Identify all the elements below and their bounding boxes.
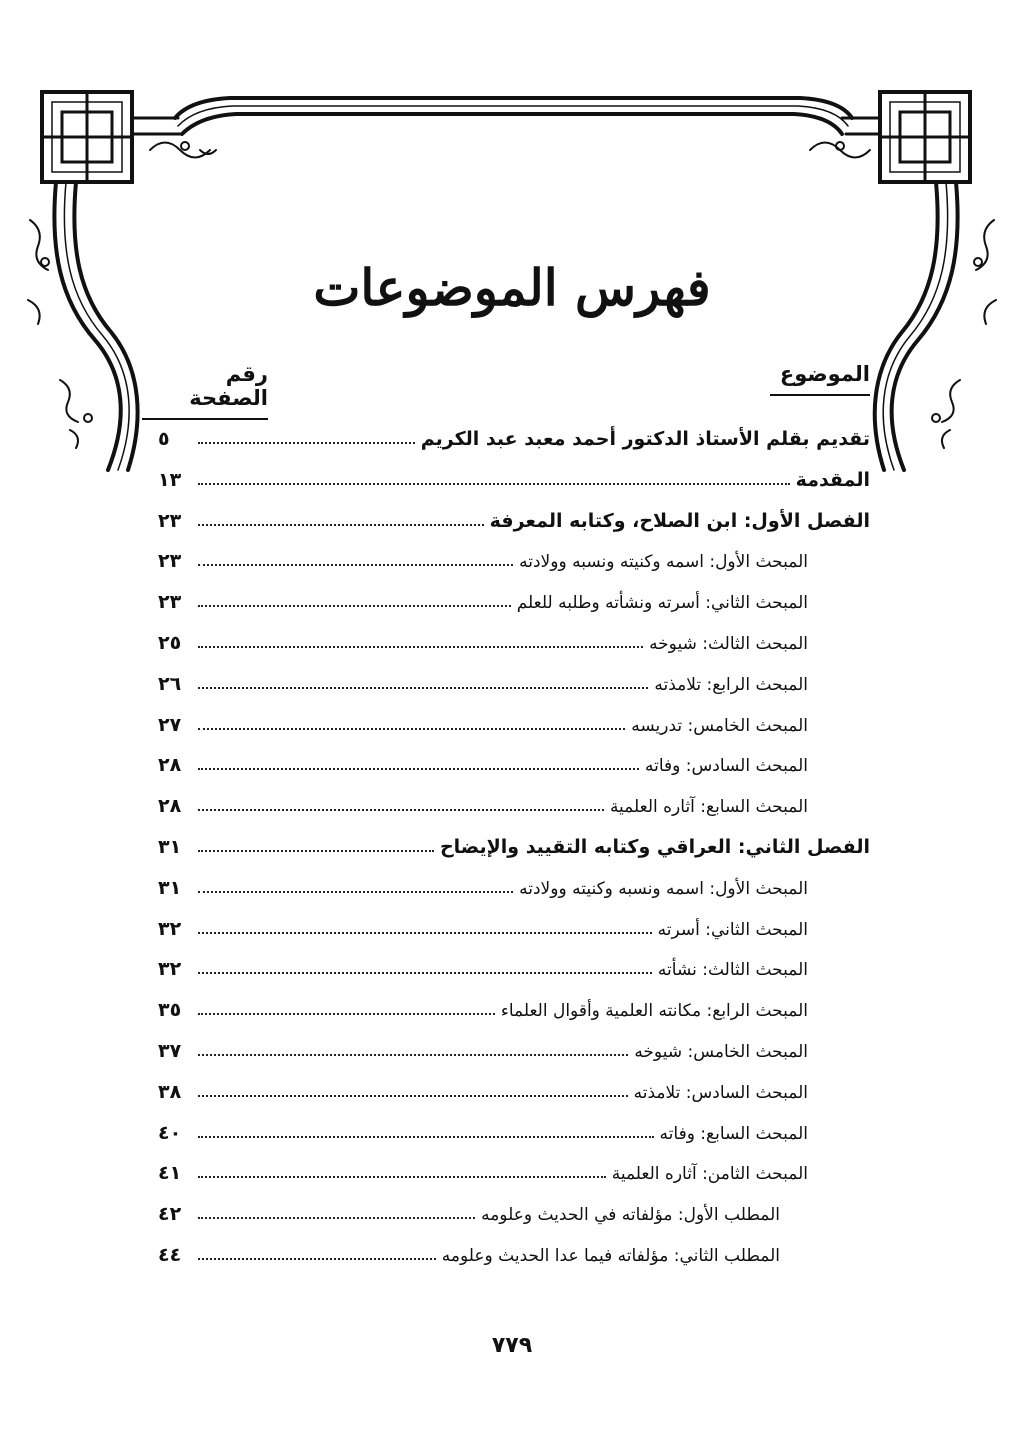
page-number-footer: ٧٧٩ xyxy=(491,1333,533,1358)
toc-leader-dots xyxy=(198,604,511,607)
toc-entry-page: ٣٢ xyxy=(158,958,182,981)
toc-entry-page: ٣١ xyxy=(158,836,182,858)
toc-entry-page: ٢٣ xyxy=(158,591,182,614)
toc-entry-page: ٢٥ xyxy=(158,632,182,654)
toc-section-row xyxy=(158,787,808,817)
toc-entry-title: الفصل الأول: ابن الصلاح، وكتابه المعرفة xyxy=(489,509,870,532)
toc-subsection-row xyxy=(158,1236,780,1266)
toc-section-row xyxy=(158,1032,808,1062)
toc-entry-title: المبحث الأول: اسمه ونسبه وكنيته وولادته xyxy=(519,878,808,899)
toc-entry-title: المبحث الثالث: نشأته xyxy=(657,960,808,981)
column-header-page-number: رقم الصفحة xyxy=(142,362,268,420)
toc-leader-dots xyxy=(198,1257,436,1260)
toc-chapter-row xyxy=(158,502,870,532)
toc-leader-dots xyxy=(198,1053,628,1056)
toc-leader-dots xyxy=(198,849,434,852)
toc-entry-title: المبحث السابع: وفاته xyxy=(659,1123,808,1144)
toc-section-row xyxy=(158,1073,808,1103)
toc-leader-dots xyxy=(198,563,513,566)
toc-entry-page: ٢٣ xyxy=(158,550,182,573)
toc-entry-title: المقدمة xyxy=(795,468,870,491)
toc-section-row xyxy=(158,665,808,695)
toc-leader-dots xyxy=(198,767,639,770)
column-header-subject: الموضوع xyxy=(770,362,870,396)
toc-leader-dots xyxy=(198,645,643,648)
toc-entry-title: المبحث الرابع: مكانته العلمية وأقوال العلماء xyxy=(500,1001,808,1022)
toc-entry-page: ٢٨ xyxy=(158,795,182,818)
toc-entry-page: ٢٣ xyxy=(158,509,182,532)
toc-entry-page: ٣٥ xyxy=(158,999,182,1022)
toc-entry-title: المبحث الخامس: شيوخه xyxy=(634,1042,808,1062)
toc-entry-page: ٣٢ xyxy=(158,917,182,940)
toc-entry-title: المبحث الخامس: تدريسه xyxy=(631,715,808,736)
toc-section-row xyxy=(158,991,808,1021)
toc-entry-page: ٤٠ xyxy=(158,1121,182,1144)
toc-chapter-row xyxy=(158,461,870,491)
toc-entry-title: المبحث السادس: وفاته xyxy=(645,756,808,777)
toc-entry-page: ٣١ xyxy=(158,876,182,899)
toc-entry-title: المبحث السادس: تلامذته xyxy=(633,1082,808,1103)
toc-leader-dots xyxy=(198,523,484,526)
toc-entry-title: المبحث الثامن: آثاره العلمية xyxy=(611,1164,808,1185)
toc-section-row xyxy=(158,583,808,613)
toc-entry-page: ٤٢ xyxy=(158,1203,182,1226)
toc-leader-dots xyxy=(198,441,415,444)
toc-section-row xyxy=(158,910,808,940)
page-title: فهرس الموضوعات xyxy=(313,258,711,317)
toc-chapter-row xyxy=(158,828,870,858)
toc-leader-dots xyxy=(198,686,648,689)
toc-leader-dots xyxy=(198,1216,475,1219)
toc-entry-title: المبحث الأول: اسمه وكنيته ونسبه وولادته xyxy=(519,552,808,573)
toc-entry-title: الفصل الثاني: العراقي وكتابه التقييد والإيضاح xyxy=(439,836,870,858)
toc-leader-dots xyxy=(198,1094,628,1097)
toc-entry-title: المبحث الثاني: أسرته ونشأته وطلبه للعلم xyxy=(516,593,808,614)
toc-leader-dots xyxy=(198,931,652,934)
toc-leader-dots xyxy=(198,1012,495,1015)
toc-entry-title: المطلب الثاني: مؤلفاته فيما عدا الحديث وعلومه xyxy=(441,1246,780,1266)
toc-entry-title: المبحث الرابع: تلامذته xyxy=(654,674,808,695)
toc-leader-dots xyxy=(198,482,790,485)
toc-entry-page: ٢٧ xyxy=(158,713,182,736)
toc-section-row xyxy=(158,706,808,736)
toc-entry-page: ١٣ xyxy=(158,468,182,491)
toc-section-row xyxy=(158,869,808,899)
toc-section-row xyxy=(158,1114,808,1144)
toc-subsection-row xyxy=(158,1195,780,1225)
toc-entry-page: ٥ xyxy=(158,428,170,450)
toc-leader-dots xyxy=(198,890,513,893)
toc-entry-title: تقديم بقلم الأستاذ الدكتور أحمد معبد عبد الكريم xyxy=(420,428,870,450)
toc-section-row xyxy=(158,542,808,572)
toc-entry-page: ٣٨ xyxy=(158,1080,182,1103)
toc-entry-page: ٢٨ xyxy=(158,754,182,777)
toc-leader-dots xyxy=(198,1135,654,1138)
toc-entry-title: المبحث الثاني: أسرته xyxy=(657,919,808,940)
toc-entry-title: المطلب الأول: مؤلفاته في الحديث وعلومه xyxy=(481,1205,780,1226)
toc-section-row xyxy=(158,1154,808,1184)
toc-section-row xyxy=(158,624,808,654)
toc-entry-page: ٢٦ xyxy=(158,672,182,695)
toc-section-row xyxy=(158,950,808,980)
toc-entry-page: ٤١ xyxy=(158,1162,182,1185)
toc-section-row xyxy=(158,746,808,776)
toc-entry-page: ٤٤ xyxy=(158,1244,182,1266)
toc-entry-title: المبحث السابع: آثاره العلمية xyxy=(609,797,808,818)
toc-entry-page: ٣٧ xyxy=(158,1040,182,1062)
toc-leader-dots xyxy=(198,971,652,974)
toc-leader-dots xyxy=(198,808,604,811)
toc-entry-title: المبحث الثالث: شيوخه xyxy=(649,634,808,654)
toc-chapter-row xyxy=(158,420,870,450)
toc-leader-dots xyxy=(198,1175,606,1178)
toc-leader-dots xyxy=(198,727,625,730)
